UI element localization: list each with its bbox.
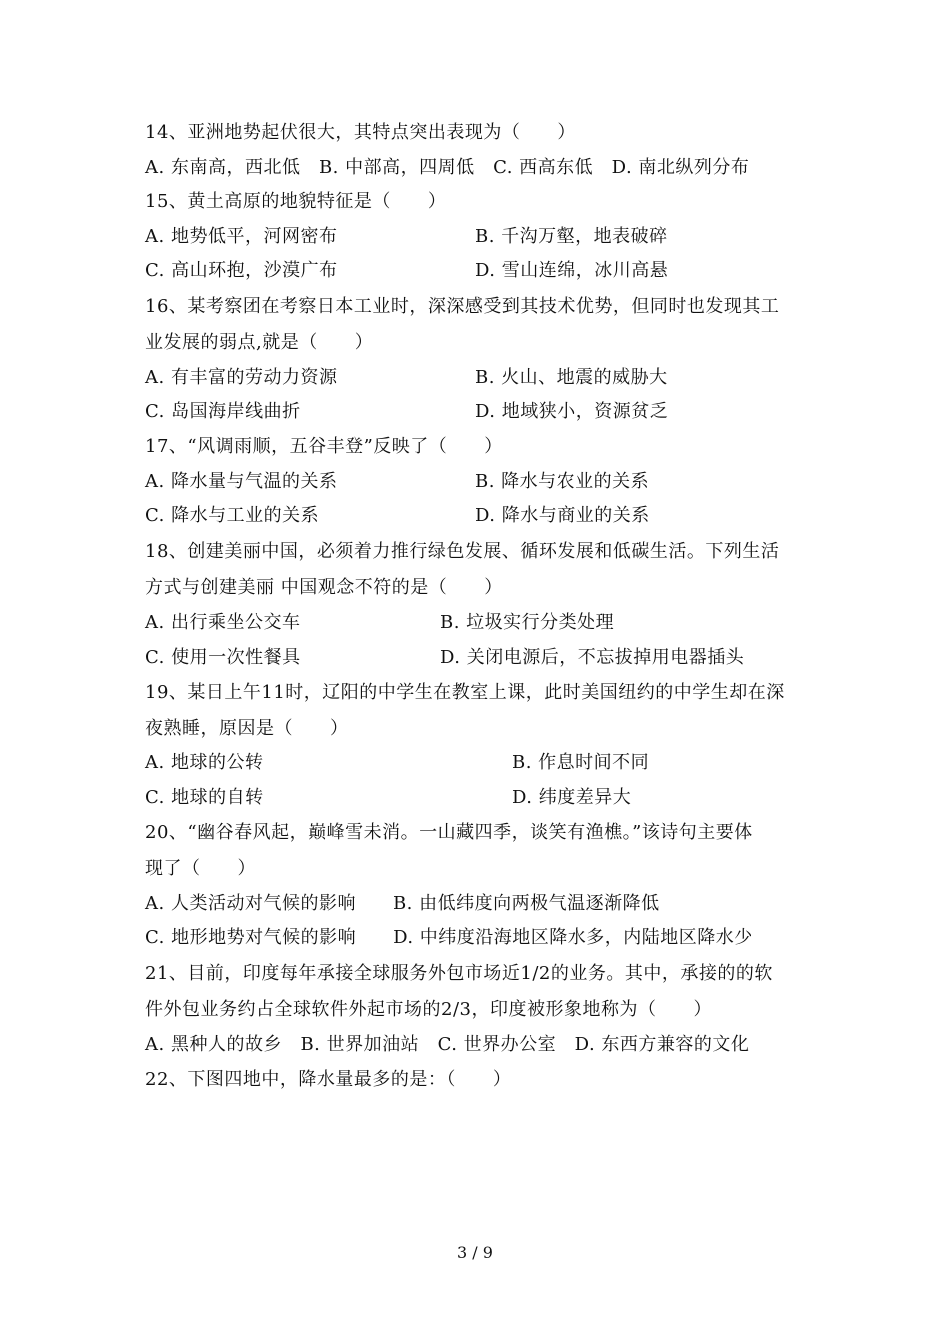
question-22-stem: 22、下图四地中，降水量最多的是：（ ） xyxy=(145,1069,512,1090)
question-15-option-c: C. 高山环抱，沙漠广布 xyxy=(145,260,338,281)
question-16-stem-line-2: 业发展的弱点,就是（ ） xyxy=(145,332,374,353)
question-20-stem-line-2: 现了（ ） xyxy=(145,858,256,879)
question-18-option-d: D. 关闭电源后，不忘拔掉用电器插头 xyxy=(440,647,745,668)
question-17-stem: 17、“风调雨顺，五谷丰登”反映了（ ） xyxy=(145,436,503,457)
question-16-option-b: B. 火山、地震的威胁大 xyxy=(475,367,668,388)
question-18-option-c: C. 使用一次性餐具 xyxy=(145,647,301,668)
question-15-option-a: A. 地势低平，河网密布 xyxy=(145,226,338,247)
question-16-option-d: D. 地域狭小，资源贫乏 xyxy=(475,401,669,422)
question-15-stem: 15、黄土高原的地貌特征是（ ） xyxy=(145,191,447,212)
question-18-option-a: A. 出行乘坐公交车 xyxy=(145,612,301,633)
question-19-option-a: A. 地球的公转 xyxy=(145,752,264,773)
question-20-options-line-2: C. 地形地势对气候的影响 D. 中纬度沿海地区降水多，内陆地区降水少 xyxy=(145,927,753,948)
question-19-option-c: C. 地球的自转 xyxy=(145,787,264,808)
question-14-stem: 14、亚洲地势起伏很大，其特点突出表现为（ ） xyxy=(145,122,576,143)
question-21-stem-line-2: 件外包业务约占全球软件外起市场的2/3，印度被形象地称为（ ） xyxy=(145,999,712,1020)
question-15-option-b: B. 千沟万壑，地表破碎 xyxy=(475,226,668,247)
question-19-option-d: D. 纬度差异大 xyxy=(512,787,632,808)
question-16-stem-line-1: 16、某考察团在考察日本工业时，深深感受到其技术优势，但同时也发现其工 xyxy=(145,296,780,317)
question-20-options-line-1: A. 人类活动对气候的影响 B. 由低纬度向两极气温逐渐降低 xyxy=(145,893,660,914)
question-19-stem-line-2: 夜熟睡，原因是（ ） xyxy=(145,718,349,739)
question-18-stem-line-2: 方式与创建美丽 中国观念不符的是（ ） xyxy=(145,577,503,598)
question-18-stem-line-1: 18、创建美丽中国，必须着力推行绿色发展、循环发展和低碳生活。下列生活 xyxy=(145,541,780,562)
question-17-option-d: D. 降水与商业的关系 xyxy=(475,505,650,526)
question-15-option-d: D. 雪山连绵，冰川高悬 xyxy=(475,260,669,281)
question-18-option-b: B. 垃圾实行分类处理 xyxy=(440,612,615,633)
question-19-stem-line-1: 19、某日上午11时，辽阳的中学生在教室上课，此时美国纽约的中学生却在深 xyxy=(145,682,785,703)
question-21-options: A. 黑种人的故乡 B. 世界加油站 C. 世界办公室 D. 东西方兼容的文化 xyxy=(145,1034,750,1055)
question-19-option-b: B. 作息时间不同 xyxy=(512,752,650,773)
question-21-stem-line-1: 21、目前，印度每年承接全球服务外包市场近1/2的业务。其中，承接的的软 xyxy=(145,963,773,984)
question-16-option-a: A. 有丰富的劳动力资源 xyxy=(145,367,338,388)
question-17-option-a: A. 降水量与气温的关系 xyxy=(145,471,338,492)
question-17-option-c: C. 降水与工业的关系 xyxy=(145,505,320,526)
page-number: 3 / 9 xyxy=(457,1243,493,1262)
question-17-option-b: B. 降水与农业的关系 xyxy=(475,471,650,492)
question-16-option-c: C. 岛国海岸线曲折 xyxy=(145,401,301,422)
question-14-options: A. 东南高，西北低 B. 中部高，四周低 C. 西高东低 D. 南北纵列分布 xyxy=(145,157,750,178)
question-20-stem-line-1: 20、“幽谷春风起，巅峰雪未消。一山藏四季，谈笑有渔樵。”该诗句主要体 xyxy=(145,822,753,843)
